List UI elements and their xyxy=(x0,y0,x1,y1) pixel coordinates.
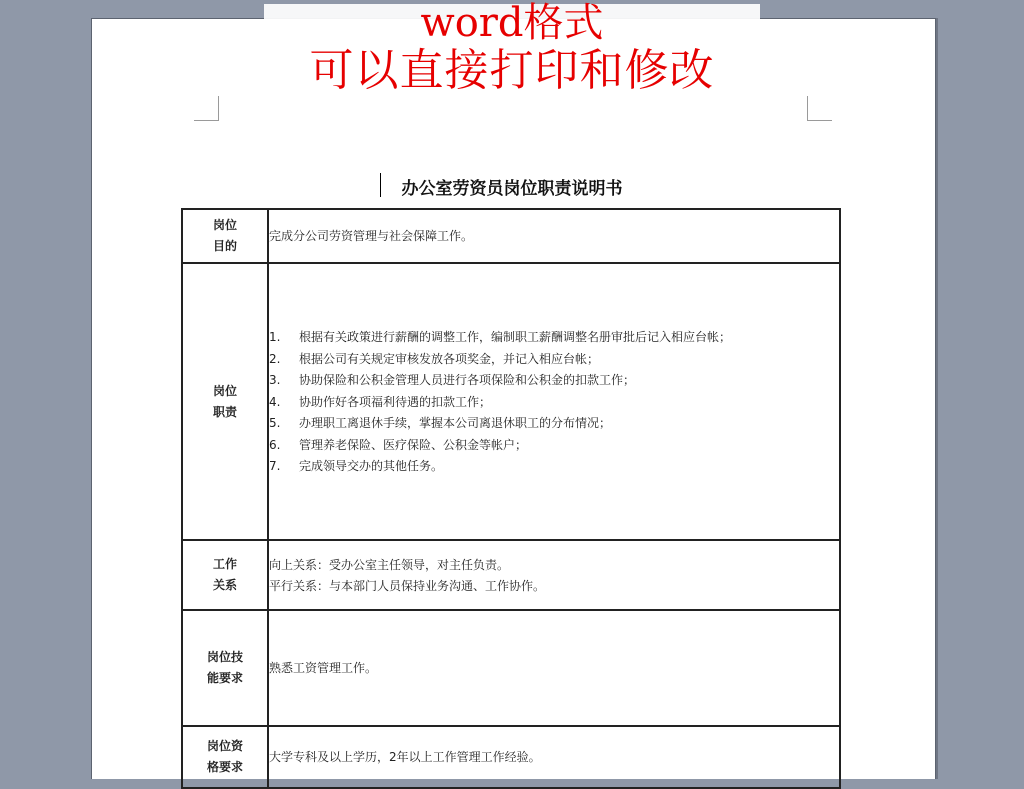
item-text: 办理职工离退休手续，掌握本公司离退休职工的分布情况； xyxy=(299,416,612,431)
list-item xyxy=(269,456,839,478)
label-line: 岗位资 xyxy=(206,739,243,753)
item-text: 根据有关政策进行薪酬的调整工作，编制职工薪酬调整名册审批后记入相应台帐； xyxy=(299,330,732,345)
item-number: 7. xyxy=(269,459,281,474)
table-row xyxy=(182,610,840,726)
label-line: 岗位 xyxy=(212,218,237,232)
list-item xyxy=(269,435,839,457)
row-label[interactable] xyxy=(182,726,268,788)
label-line: 格要求 xyxy=(206,760,243,774)
duty-list xyxy=(269,327,839,478)
list-item xyxy=(269,392,839,414)
row-content[interactable] xyxy=(268,263,840,540)
item-number: 5. xyxy=(269,416,281,431)
content-line: 大学专科及以上学历，2年以上工作管理工作经验。 xyxy=(269,749,541,764)
label-line: 职责 xyxy=(212,404,237,419)
label-line: 目的 xyxy=(212,239,237,253)
list-item xyxy=(269,370,839,392)
item-number: 3. xyxy=(269,373,281,388)
content-line: 平行关系：与本部门人员保持业务沟通、工作协作。 xyxy=(269,578,546,593)
row-content[interactable] xyxy=(268,726,840,788)
list-item xyxy=(269,327,839,349)
row-label[interactable] xyxy=(182,209,268,263)
label-line: 关系 xyxy=(212,578,237,592)
item-number: 4. xyxy=(269,394,281,409)
banner-line-1: word格式 xyxy=(420,0,604,46)
table-row xyxy=(182,209,840,263)
label-line: 工作 xyxy=(212,557,237,571)
watermark-banner xyxy=(264,0,760,96)
table-row xyxy=(182,263,840,540)
banner-line-2: 可以直接打印和修改 xyxy=(309,45,715,96)
item-text: 根据公司有关规定审核发放各项奖金，并记入相应台帐； xyxy=(299,351,600,366)
item-number: 6. xyxy=(269,437,281,452)
row-content[interactable] xyxy=(268,540,840,610)
content-line: 熟悉工资管理工作。 xyxy=(269,660,378,675)
duty-table xyxy=(181,208,841,789)
label-line: 岗位 xyxy=(212,383,237,398)
row-content[interactable] xyxy=(268,610,840,726)
item-text: 完成领导交办的其他任务。 xyxy=(299,459,444,474)
label-line: 能要求 xyxy=(206,671,243,685)
list-item xyxy=(269,349,839,371)
crop-mark-left xyxy=(194,96,219,121)
row-label[interactable] xyxy=(182,610,268,726)
item-number: 2. xyxy=(269,351,281,366)
crop-mark-right xyxy=(807,96,832,121)
document-title[interactable]: 办公室劳资员岗位职责说明书 xyxy=(401,179,623,199)
item-text: 协助保险和公积金管理人员进行各项保险和公积金的扣款工作； xyxy=(299,373,636,388)
label-line: 岗位技 xyxy=(206,650,243,664)
table-row xyxy=(182,726,840,788)
item-number: 1. xyxy=(269,330,281,345)
item-text: 协助作好各项福利待遇的扣款工作； xyxy=(299,394,492,409)
table-row xyxy=(182,540,840,610)
content-line: 完成分公司劳资管理与社会保障工作。 xyxy=(269,228,474,243)
list-item xyxy=(269,413,839,435)
item-text: 管理养老保险、医疗保险、公积金等帐户； xyxy=(299,437,528,452)
row-label[interactable] xyxy=(182,263,268,540)
row-content[interactable] xyxy=(268,209,840,263)
row-label[interactable] xyxy=(182,540,268,610)
content-line: 向上关系：受办公室主任领导，对主任负责。 xyxy=(269,557,510,572)
